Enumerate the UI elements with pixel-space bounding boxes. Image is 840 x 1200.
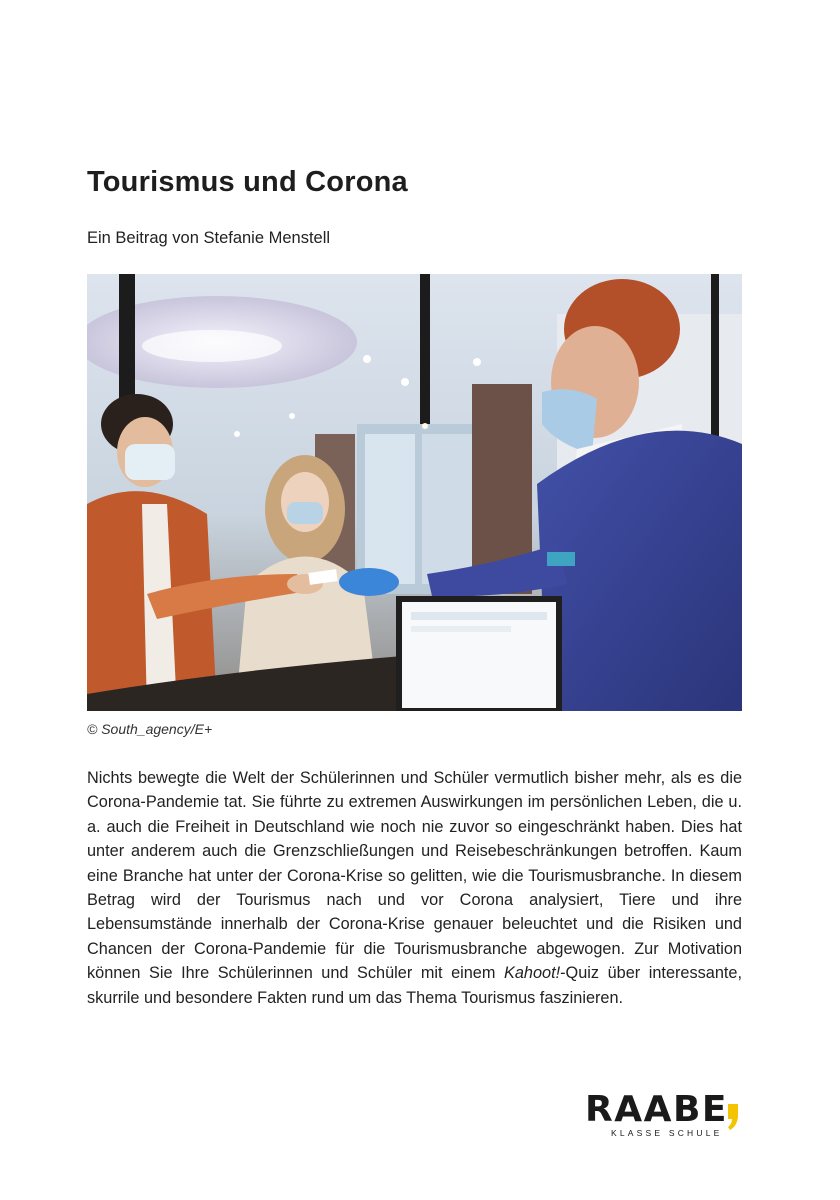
intro-text-part-2: -Quiz über interessante, skurrile und besondere Fakten rund um das Thema Tourismus faszinieren. <box>87 964 742 1007</box>
hotel-reception-photo <box>87 274 742 711</box>
logo-comma-icon <box>727 1104 739 1130</box>
kahoot-emphasis: Kahoot! <box>504 964 561 983</box>
intro-text-part-1: Nichts bewegte die Welt der Schülerinnen und Schüler vermutlich bisher mehr, als es die Corona-Pandemie tat. Sie führte zu extremen Auswirkungen im persönlichen Leben, die u. a. auch die Freiheit in Deutschland wie noch nie zuvor so eingeschränkt haben. Dies hat unter anderem auch die Grenzschließungen und Reisebeschränkungen betroffen. Kaum eine Branche hat unter der Corona-Krise so gelitten, wie die Tourismusbranche. In diesem Betrag wird der Tourismus nach und vor Corona analysiert, Tiere und ihre Lebensumstände innerhalb der Corona-Krise genauer beleuchtet und die Risiken und Chancen der Corona-Pandemie für die Tourismusbranche abgewogen. Zur Motivation können Sie Ihre Schülerinnen und Schüler mit einem <box>87 769 742 983</box>
page-title: Tourismus und Corona <box>87 166 408 198</box>
logo-wordmark: RAABE <box>585 1089 728 1130</box>
intro-paragraph <box>87 766 742 1010</box>
raabe-logo <box>585 1090 745 1142</box>
photo-credit: © South_agency/E+ <box>87 721 213 737</box>
author-byline: Ein Beitrag von Stefanie Menstell <box>87 229 331 247</box>
logo-tagline: KLASSE SCHULE <box>611 1128 723 1138</box>
